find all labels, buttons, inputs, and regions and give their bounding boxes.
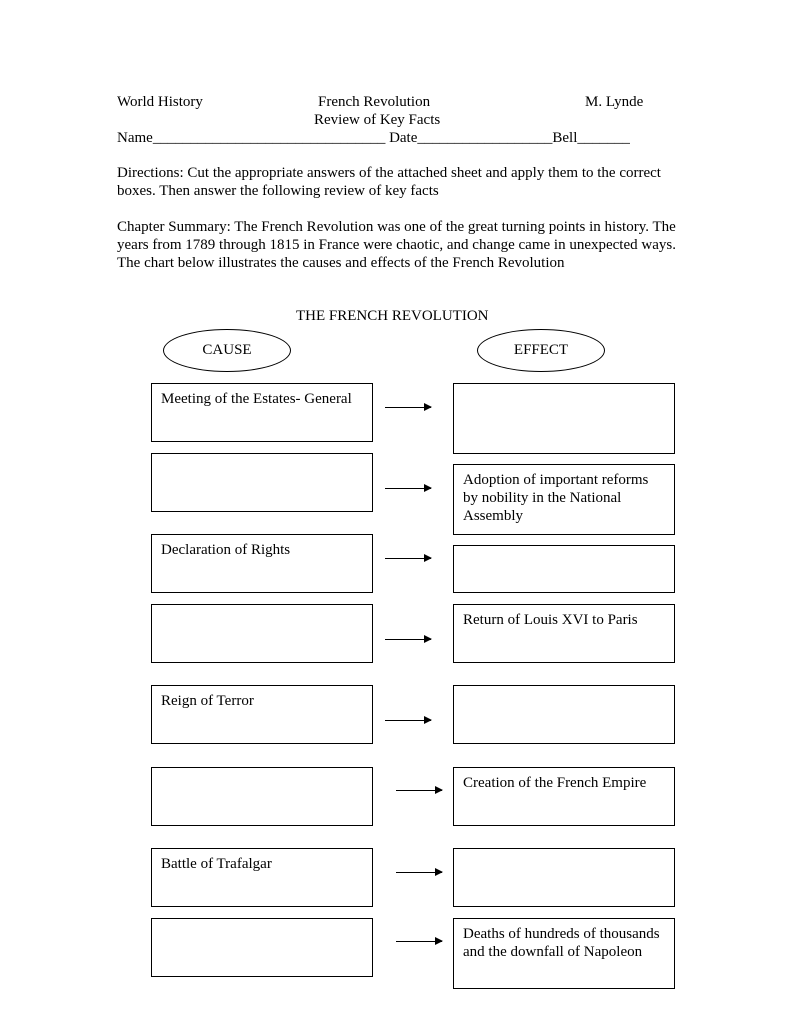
cause-box bbox=[151, 604, 373, 663]
chart-title: THE FRENCH REVOLUTION bbox=[296, 308, 489, 324]
cause-box: Battle of Trafalgar bbox=[151, 848, 373, 907]
effect-box bbox=[453, 848, 675, 907]
chapter-summary-text: Chapter Summary: The French Revolution was one of the great turning points in history. The years from 1789 through 1815 in France were chaotic, and change came in unexpected ways. The chart below illustrates the causes and effects of the French Revolution bbox=[117, 219, 676, 271]
effect-box bbox=[453, 383, 675, 454]
effect-box: Creation of the French Empire bbox=[453, 767, 675, 826]
teacher-name: M. Lynde bbox=[585, 94, 644, 110]
arrow-right-icon bbox=[385, 407, 431, 408]
course-name: World History bbox=[117, 94, 203, 110]
cause-box: Meeting of the Estates- General bbox=[151, 383, 373, 442]
cause-box bbox=[151, 453, 373, 512]
cause-header-label: CAUSE bbox=[202, 342, 252, 358]
cause-box bbox=[151, 767, 373, 826]
arrow-right-icon bbox=[385, 558, 431, 559]
arrow-right-icon bbox=[385, 720, 431, 721]
arrow-right-icon bbox=[396, 790, 442, 791]
effect-box: Deaths of hundreds of thousands and the downfall of Napoleon bbox=[453, 918, 675, 989]
cause-box bbox=[151, 918, 373, 977]
effect-box: Return of Louis XVI to Paris bbox=[453, 604, 675, 663]
effect-box bbox=[453, 685, 675, 744]
effect-box bbox=[453, 545, 675, 593]
effect-header-label: EFFECT bbox=[513, 342, 569, 358]
effect-header bbox=[477, 329, 605, 372]
worksheet-subtitle: Review of Key Facts bbox=[314, 112, 441, 128]
directions-text: Directions: Cut the appropriate answers of the attached sheet and apply them to the correct boxes. Then answer the following review of key facts bbox=[117, 165, 661, 199]
cause-box: Reign of Terror bbox=[151, 685, 373, 744]
name-date-bell-line: Name_______________________________ Date__________________Bell_______ bbox=[117, 130, 630, 146]
arrow-right-icon bbox=[385, 639, 431, 640]
cause-box: Declaration of Rights bbox=[151, 534, 373, 593]
arrow-right-icon bbox=[385, 488, 431, 489]
effect-box: Adoption of important reforms by nobility in the National Assembly bbox=[453, 464, 675, 535]
cause-header bbox=[163, 329, 291, 372]
arrow-right-icon bbox=[396, 941, 442, 942]
arrow-right-icon bbox=[396, 872, 442, 873]
worksheet-title: French Revolution bbox=[318, 94, 431, 110]
